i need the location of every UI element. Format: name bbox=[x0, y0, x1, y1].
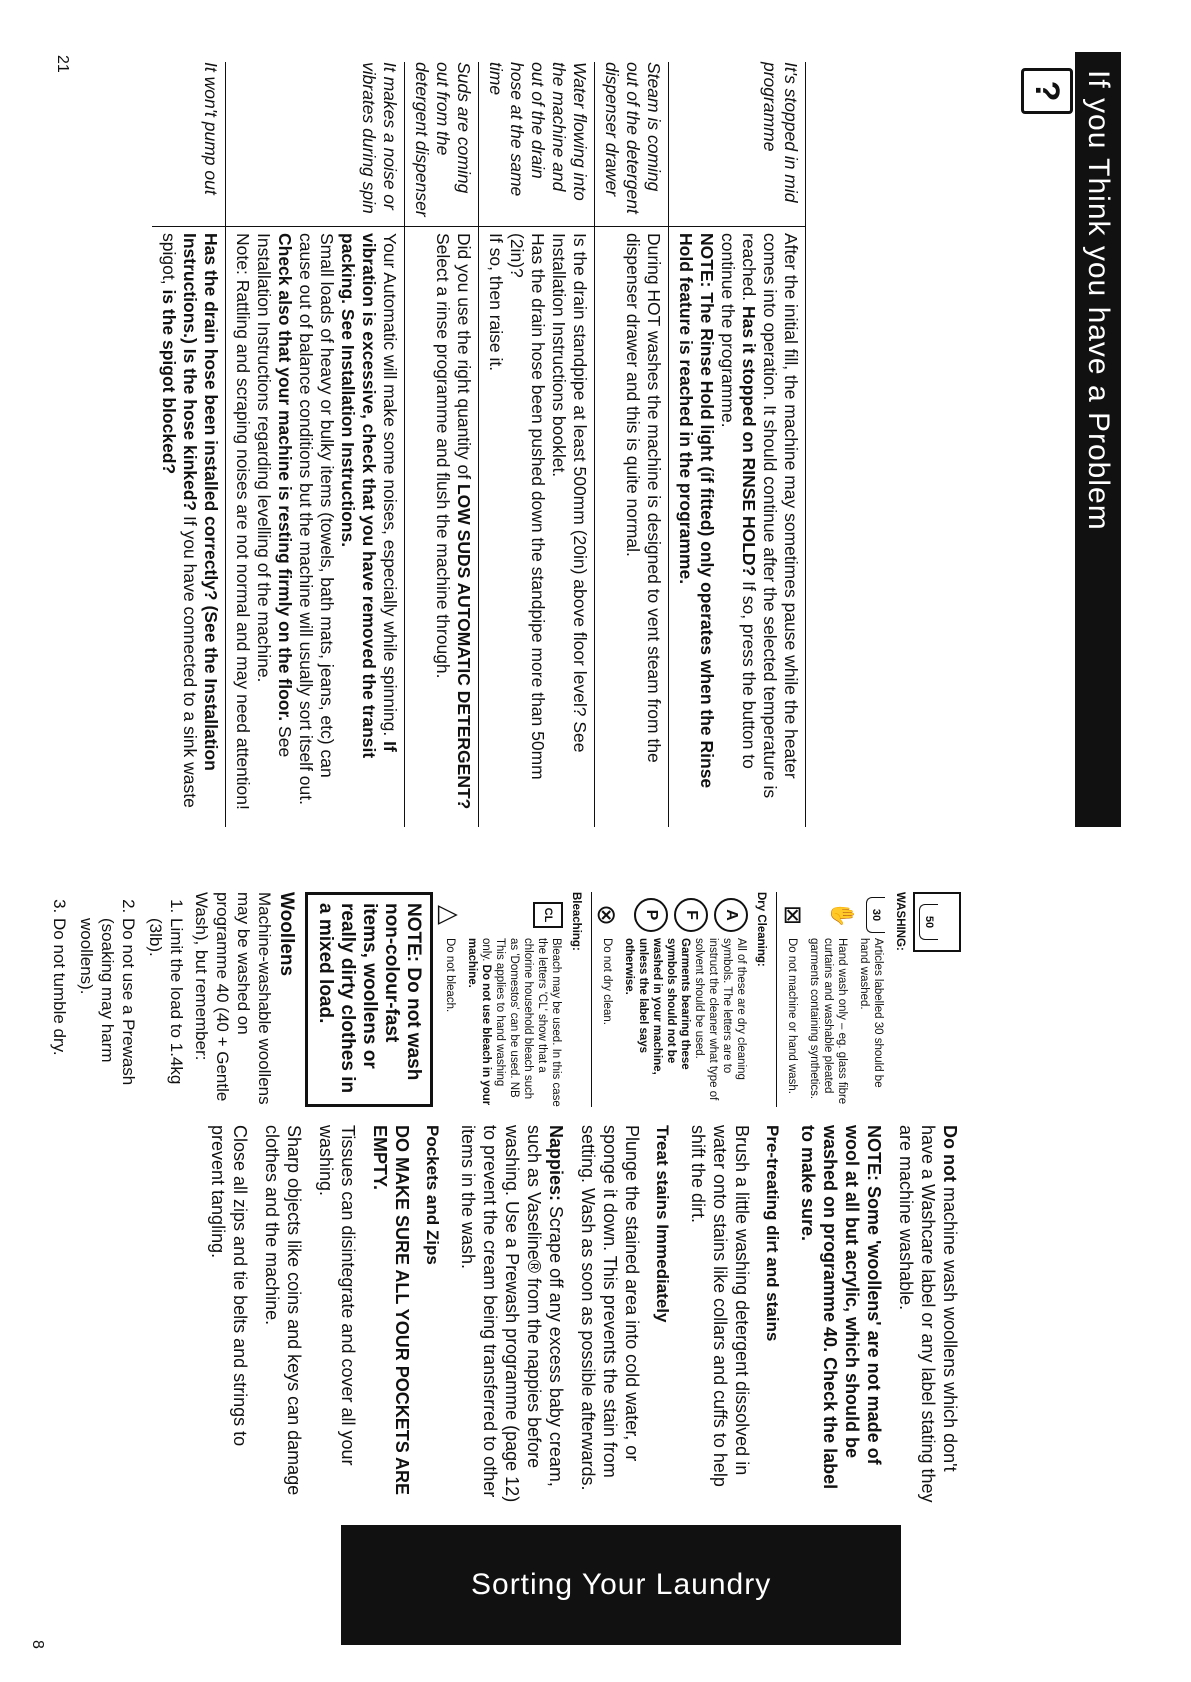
page-number-right: 21 bbox=[54, 55, 71, 73]
pockets-text-2: Sharp objects like coins and keys can damage clothes and the machine. bbox=[262, 1125, 304, 1496]
no-dry-clean-icon: ⊗ bbox=[592, 904, 622, 926]
nappies-label: Nappies: bbox=[546, 1125, 566, 1202]
solution-cell: Did you use the right quantity of LOW SUDS AUTOMATIC DETERGENT? Select a rinse programme and flush the machine through. bbox=[405, 227, 479, 828]
do-not-text: machine wash woollens which don't have a Washcare label or any label stating they are machine washable. bbox=[896, 1125, 960, 1503]
woollens-heading: Woollens bbox=[276, 892, 297, 977]
nappies-text: Scrape off any excess baby cream, such as Vaseline® from the nappies before washing. Use a Prewash programme (page 12) to prevent the cream being transferred to other items in the wash. bbox=[458, 1125, 566, 1503]
pockets-text-1: Tissues can disintegrate and cover all your washing. bbox=[316, 1125, 358, 1466]
pretreat-column bbox=[197, 1125, 961, 1505]
dry-clean-text: All of these are dry cleaning symbols. The letters are to instruct the cleaner what type of solvent should be used. bbox=[693, 938, 747, 1101]
table-row bbox=[152, 62, 226, 827]
wash-entry-2: Hand wash only – eg. glass fibre curtains and washable pleated garments containing synthetics. bbox=[808, 938, 848, 1105]
solution-cell: After the initial fill, the machine may sometimes pause while the heater comes into operation. It should continue after the selected temperature is reached. Has it stopped on RINSE HOLD? If so, press the button to continue the programme. NOTE: The Rinse Hold light (if fitted) only operates when the Rinse Hold feature is reached in the programme. bbox=[669, 227, 806, 828]
wash-30-icon: 30 bbox=[866, 897, 885, 933]
sorting-banner: Sorting Your Laundry bbox=[341, 1525, 901, 1645]
woollens-intro: Machine-washable woollens may be washed on programme 40 (40 + Gentle Wash), but remember: bbox=[192, 892, 274, 1105]
list-item: 3. Do not tumble dry. bbox=[49, 918, 70, 1107]
bleach-cl-icon: CL bbox=[533, 902, 563, 929]
dry-clean-warning: Garments bearing these symbols should not be washed in your machine, unless the label says otherwise. bbox=[623, 938, 691, 1075]
bleach-warning: Do not use bleach in your machine. bbox=[466, 938, 492, 1106]
acrylic-note: NOTE: Some 'woollens' are not made of wool at all but acrylic, which should be washed on programme 40. Check the label to make sure. bbox=[798, 1125, 884, 1490]
no-bleach-text: Do not bleach. bbox=[444, 938, 456, 1013]
problem-cell: Suds are coming out from the detergent dispenser bbox=[405, 62, 479, 227]
mixed-load-note: NOTE: Do not wash non-colour-fast items, woollens or really dirty clothes in a mixed load. bbox=[305, 892, 433, 1107]
list-item: 1. Limit the load to 1.4kg (3lb). bbox=[145, 918, 187, 1107]
woollens-list bbox=[49, 892, 187, 1107]
table-row bbox=[226, 62, 405, 827]
pockets-text-3: Close all zips and tie belts and strings to prevent tangling. bbox=[208, 1125, 250, 1447]
problem-cell: It won't pump out bbox=[152, 62, 226, 227]
problem-cell: It's stopped in mid programme bbox=[669, 62, 806, 227]
hand-wash-icon: ✋ bbox=[830, 901, 855, 929]
table-row bbox=[405, 62, 479, 827]
do-not-label: Do not bbox=[940, 1125, 960, 1182]
treat-text: Plunge the stained area into cold water, or sponge it down. This prevents the stain from setting. Wash as soon as possible afterwards. bbox=[578, 1125, 642, 1491]
problem-banner: If you Think you have a Problem bbox=[1075, 52, 1121, 827]
crossed-tub-icon: ⊠ bbox=[779, 904, 806, 926]
solution-cell: During HOT washes the machine is designed to vent steam from the dispenser drawer and this is quite normal. bbox=[595, 227, 669, 828]
problem-cell: Steam is coming out of the detergent dispenser drawer bbox=[595, 62, 669, 227]
list-item: 2. Do not use a Prewash (soaking may harm woollens). bbox=[76, 918, 139, 1107]
table-row bbox=[479, 62, 595, 827]
pretreat-heading: Pre-treating dirt and stains bbox=[763, 1125, 782, 1342]
solution-cell: Is the drain standpipe at least 500mm (20in) above floor level? See Installation Instructions booklet. Has the drain hose been pushed down the standpipe more than 50mm (2in)? If so, then raise it. bbox=[479, 227, 595, 828]
problem-cell: Water flowing into the machine and out of the drain hose at the same time bbox=[479, 62, 595, 227]
pockets-warning: DO MAKE SURE ALL YOUR POCKETS ARE EMPTY. bbox=[370, 1125, 412, 1496]
page-number-left: 8 bbox=[29, 1640, 46, 1649]
troubleshooting-table-wrap bbox=[152, 62, 806, 827]
bleach-text: Bleach may be used. In this case the letters 'CL' show that a chlorine household bleach such as 'Domestos' can be used. NB This applies to hand washing only. bbox=[480, 938, 562, 1107]
dry-clean-a-icon: A bbox=[714, 898, 748, 932]
question-icon: ? bbox=[1021, 68, 1073, 114]
pockets-heading: Pockets and Zips bbox=[423, 1125, 442, 1265]
dry-clean-p-icon: P bbox=[634, 898, 668, 932]
washing-tub-icon: 50 bbox=[913, 892, 961, 952]
washing-column bbox=[43, 892, 961, 1107]
no-dry-clean-text: Do not dry clean. bbox=[601, 938, 613, 1025]
wash-entry-3: Do not machine or hand wash. bbox=[786, 938, 798, 1094]
washing-heading: WASHING: bbox=[894, 892, 906, 951]
pretreat-text: Brush a little washing detergent dissolved in water onto stains like collars and cuffs to help shift the dirt. bbox=[688, 1125, 752, 1487]
solution-cell: Has the drain hose been installed correctly? (See the Installation Instructions.) Is the hose kinked? If you have connected to a sink waste spigot, is the spigot blocked? bbox=[152, 227, 226, 828]
treat-heading: Treat stains Immediately bbox=[653, 1125, 672, 1323]
dry-clean-f-icon: F bbox=[674, 898, 708, 932]
table-row bbox=[669, 62, 806, 827]
problem-cell: It makes a noise or vibrates during spin bbox=[226, 62, 405, 227]
bleaching-heading: Bleaching: bbox=[570, 892, 582, 951]
solution-cell: Your Automatic will make some noises, especially while spinning. If vibration is excessive, check that you have removed the transit packing. See Installation Instructions. Small loads of heavy or bulky items (towels, bath mats, jeans, etc) can cause out of balance conditions but the machine will usually sort itself out. Check also that your machine is resting firmly on the floor. See Installation Instructions regarding levelling of the machine. Note: Rattling and scraping noises are not normal and may need attention! bbox=[226, 227, 405, 828]
no-bleach-icon: △ bbox=[435, 905, 465, 925]
dry-cleaning-heading: Dry Cleaning: bbox=[755, 892, 767, 967]
table-row bbox=[595, 62, 669, 827]
wash-entry-1: Articles labelled 30 should be hand washed. bbox=[858, 938, 884, 1088]
troubleshooting-table bbox=[152, 62, 806, 827]
